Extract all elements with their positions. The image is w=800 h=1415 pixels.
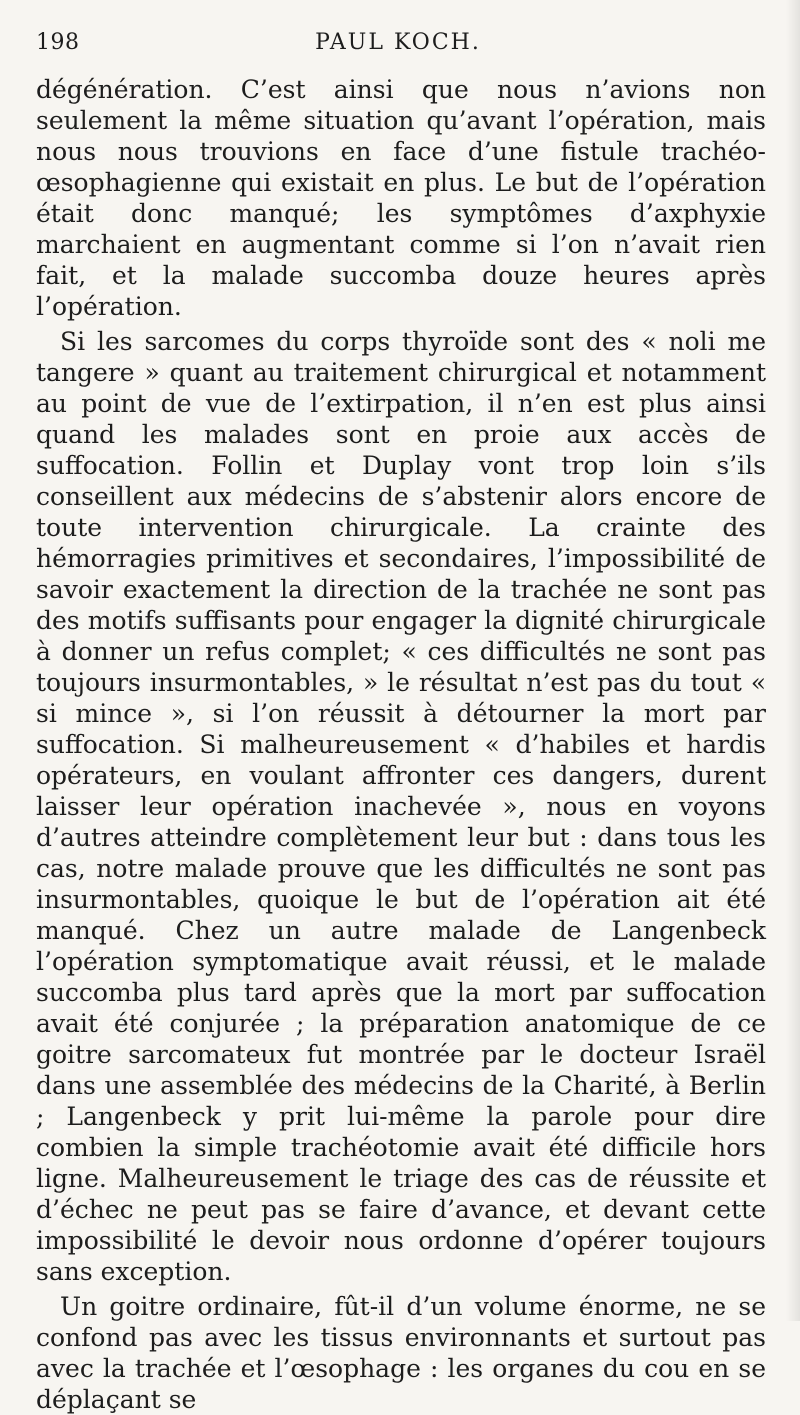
page-number: 198 [36, 30, 80, 55]
paragraph-3: Un goitre ordinaire, fût-il d’un volume énorme, ne se confond pas avec les tissus environnants et surtout pas avec la trachée et l’œsophage : les organes du cou en se déplaçant se [36, 1292, 766, 1414]
page-header [36, 30, 760, 70]
paragraph-1: dégénération. C’est ainsi que nous n’avions non seulement la même situation qu’avant l’opération, mais nous nous trouvions en face d’une fistule trachéo-œsophagienne qui existait en plus. Le but de l’opération était donc manqué; les symptômes d’axphyxie marchaient en augmentant comme si l’on n’avait rien fait, et la malade succomba douze heures après l’opération. [36, 75, 766, 321]
page-body [36, 74, 766, 1415]
running-head: PAUL KOCH. [315, 30, 481, 55]
paragraph-2: Si les sarcomes du corps thyroïde sont des « noli me tangere » quant au traitement chirurgical et notamment au point de vue de l’extirpation, il n’en est plus ainsi quand les malades sont en proie aux accès de suffocation. Follin et Duplay vont trop loin s’ils conseillent aux médecins de s’abstenir alors encore de toute intervention chirurgicale. La crainte des hémorragies primitives et secondaires, l’impossibilité de savoir exactement la direction de la trachée ne sont pas des motifs suffisants pour engager la dignité chirurgicale à donner un refus complet; « ces difficultés ne sont pas toujours insurmontables, » le résultat n’est pas du tout « si mince », si l’on réussit à détourner la mort par suffocation. Si malheureusement « d’habiles et hardis opérateurs, en voulant affronter ces dangers, durent laisser leur opération inachevée », nous en voyons d’autres atteindre complètement leur but : dans tous les cas, notre malade prouve que les difficultés ne sont pas insurmontables, quoique le but de l’opération ait été manqué. Chez un autre malade de Langenbeck l’opération symptomatique avait réussi, et le malade succomba plus tard après que la mort par suffocation avait été conjurée ; la préparation anatomique de ce goitre sarcomateux fut montrée par le docteur Israël dans une assemblée des médecins de la Charité, à Berlin ; Langenbeck y prit lui-même la parole pour dire combien la simple trachéotomie avait été difficile hors ligne. Malheureusement le triage des cas de réussite et d’échec ne peut pas se faire d’avance, et devant cette impossibilité le devoir nous ordonne d’opérer toujours sans exception. [36, 327, 766, 1286]
page-edge-shadow [786, 0, 800, 1321]
